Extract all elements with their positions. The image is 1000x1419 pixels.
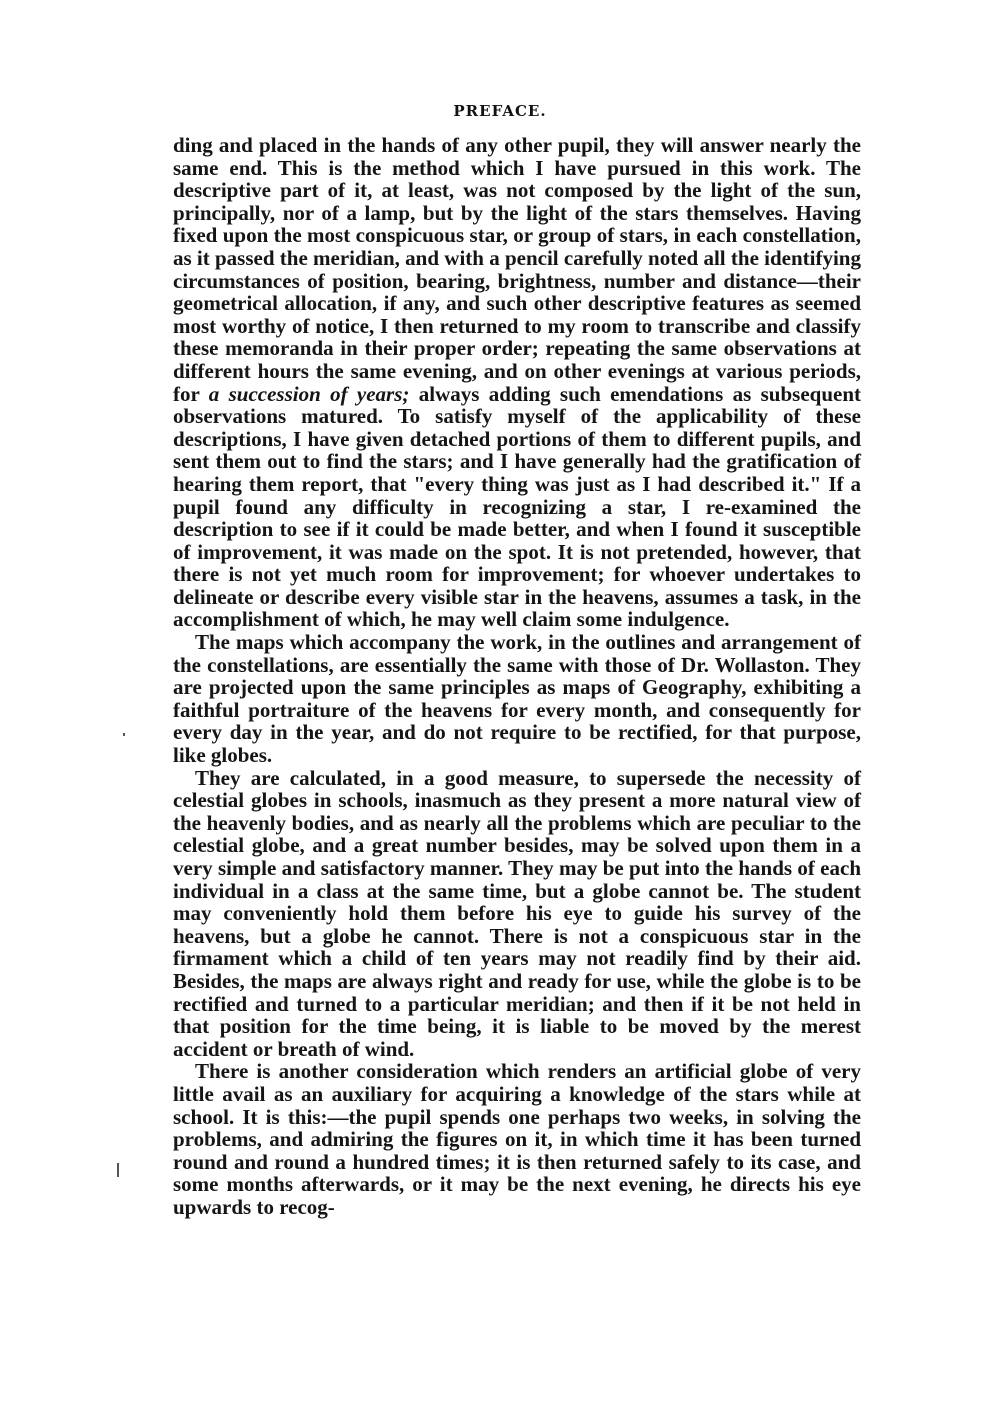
- scan-speck: [123, 733, 125, 736]
- body-text: [173, 134, 861, 1219]
- paragraph-1-text: ding and placed in the hands of any other pupil, they will answer nearly the same end. This is the method which I have pursued in this work. The descriptive part of it, at least, was not composed by the light of the sun, principally, nor of a lamp, but by the light of the stars themselves. Having fixed upon the most conspicuous star, or group of stars, in each constellation, as it passed the meridian, and with a pencil carefully noted all the identifying circumstances of position, bearing, brightness, number and distance—their geometrical allocation, if any, and such other descriptive features as seemed most worthy of notice, I then returned to my room to transcribe and classify these memoranda in their proper order; repeating the same observations at different hours the same evening, and on other evenings at various periods, for: [173, 133, 861, 406]
- scan-speck: [117, 1163, 119, 1177]
- paragraph-1: [173, 134, 861, 631]
- paragraph-1-emphasis: a succession of years;: [208, 381, 410, 406]
- paragraph-3: They are calculated, in a good measure, to supersede the necessity of celestial globes in schools, inasmuch as they present a more natural view of the heavenly bodies, and as nearly all the problems which are peculiar to the celestial globe, and a great number besides, may be solved upon them in a very simple and satisfactory manner. They may be put into the hands of each individual in a class at the same time, but a globe cannot be. The student may conveniently hold them before his eye to guide his survey of the heavens, but a globe he cannot. There is not a conspicuous star in the firmament which a child of ten years may not readily find by their aid. Besides, the maps are always right and ready for use, while the globe is to be rectified and turned to a particular meridian; and then if it be not held in that position for the time being, it is liable to be moved by the merest accident or breath of wind.: [173, 765, 861, 1061]
- paragraph-4: There is another consideration which renders an artificial globe of very little avail as an auxiliary for acquiring a knowledge of the stars while at school. It is this:—the pupil spends one perhaps two weeks, in solving the problems, and admiring the figures on it, in which time it has been turned round and round a hundred times; it is then returned safely to its case, and some months afterwards, or it may be the next evening, he directs his eye upwards to recog-: [173, 1059, 861, 1219]
- running-header: PREFACE.: [453, 102, 547, 120]
- paragraph-1-text-continued: always adding such emendations as subsequent observations matured. To satisfy myself of the applicability of these descriptions, I have given detached portions of them to different pupils, and sent them out to find the stars; and I have generally had the gratification of hearing them report, that "every thing was just as I had described it." If a pupil found any difficulty in recognizing a star, I re-examined the description to see if it could be made better, and when I found it susceptible of improvement, it was made on the spot. It is not pretended, however, that there is not yet much room for improvement; for whoever undertakes to delineate or describe every visible star in the heavens, assumes a task, in the accomplishment of which, he may well claim some indulgence.: [173, 381, 861, 632]
- paragraph-2: The maps which accompany the work, in the outlines and arrangement of the constellations, are essentially the same with those of Dr. Wollaston. They are projected upon the same principles as maps of Geography, exhibiting a faithful portraiture of the heavens for every month, and consequently for every day in the year, and do not require to be rectified, for that purpose, like globes.: [173, 630, 861, 768]
